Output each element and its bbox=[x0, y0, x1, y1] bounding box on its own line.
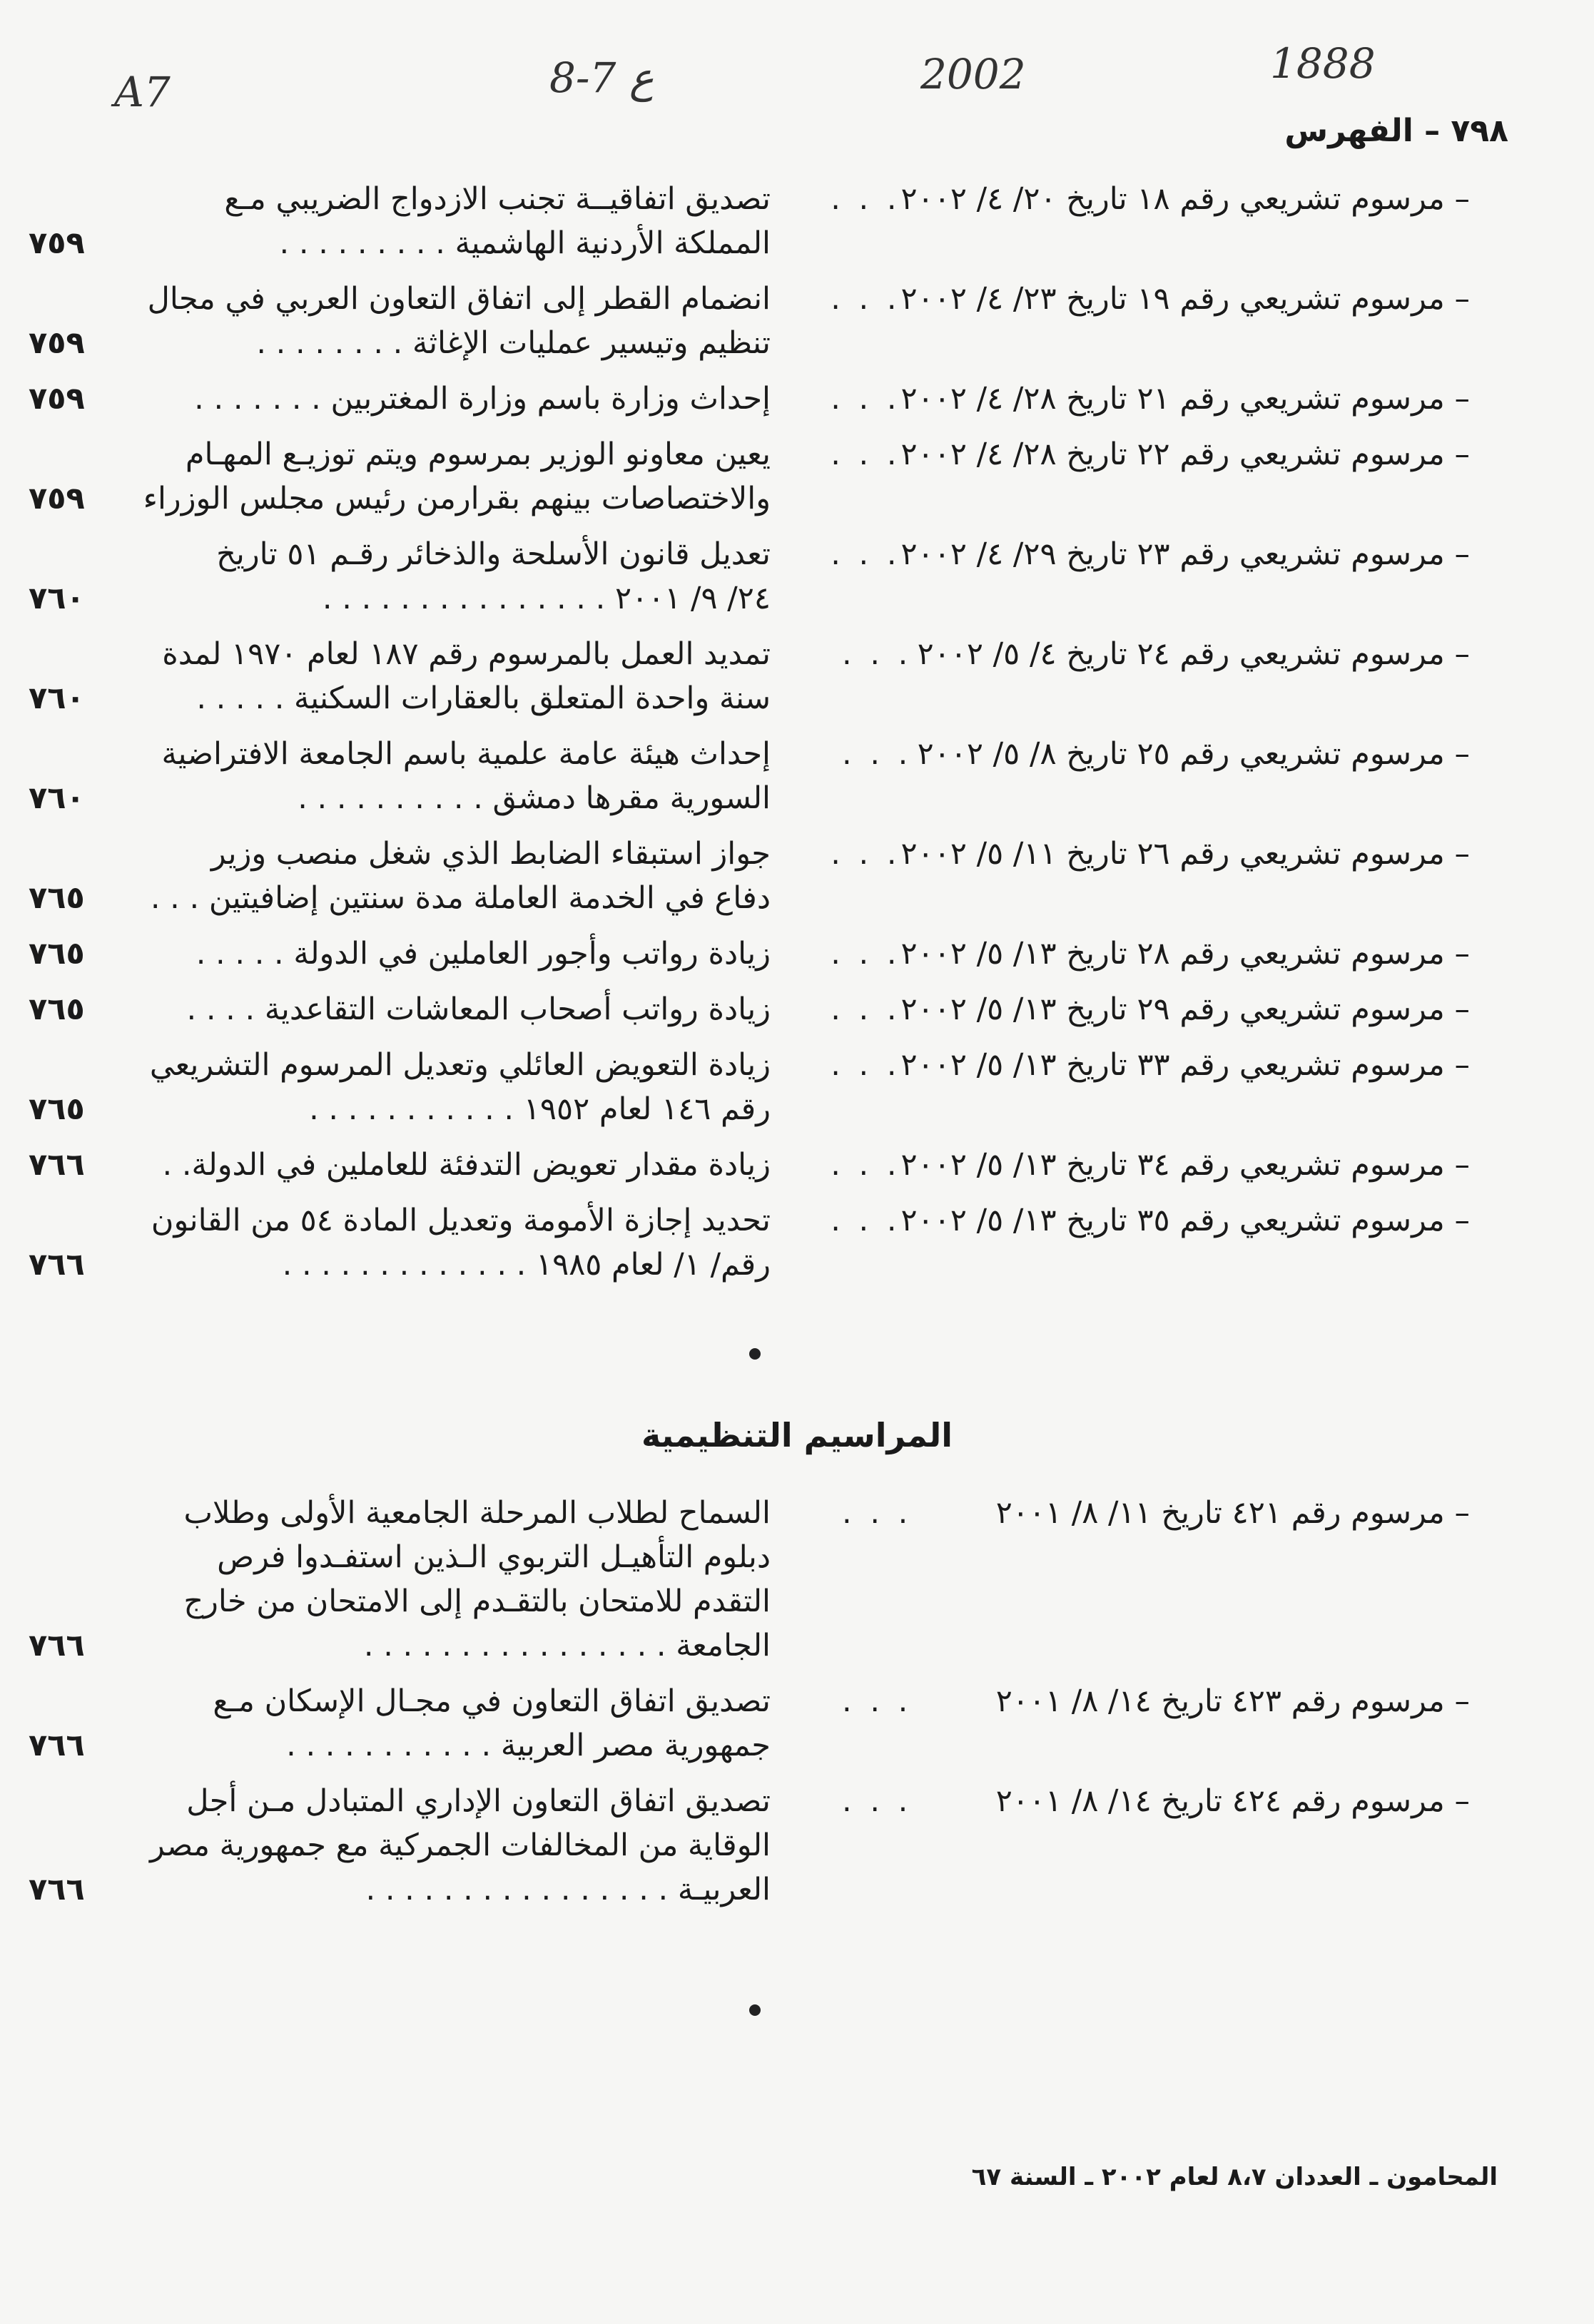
subject-line bbox=[29, 1087, 771, 1131]
subject-line bbox=[29, 432, 771, 476]
index-entry bbox=[29, 432, 1470, 521]
subject-text: رقم/ ١/ لعام ١٩٨٥ . . . . . . . . . . . . . bbox=[282, 1247, 771, 1283]
decree-text: – مرسوم تشريعي رقم ٢١ تاريخ ٢٨/ ٤/ ٢٠٠٢ bbox=[900, 381, 1470, 417]
leader-dots: . . . bbox=[831, 381, 901, 417]
subject-text: الجامعة . . . . . . . . . . . . . . . . bbox=[363, 1628, 771, 1663]
entry-subject bbox=[29, 932, 813, 976]
leader-dots: . . . bbox=[831, 1147, 901, 1183]
decree-text: – مرسوم تشريعي رقم ٢٥ تاريخ ٨/ ٥/ ٢٠٠٢ bbox=[917, 736, 1470, 772]
subject-line bbox=[29, 1779, 771, 1823]
handwritten-note-issue: 8-7 ع bbox=[549, 53, 654, 102]
entry-subject bbox=[29, 832, 813, 920]
subject-line bbox=[29, 277, 771, 321]
subject-line bbox=[29, 1243, 771, 1287]
decree-text: – مرسوم رقم ٤٢٤ تاريخ ١٤/ ٨/ ٢٠٠١ bbox=[995, 1783, 1470, 1819]
subject-text: رقم ١٤٦ لعام ١٩٥٢ . . . . . . . . . . . bbox=[309, 1091, 771, 1127]
index-entry bbox=[29, 632, 1470, 720]
decree-reference bbox=[813, 177, 1470, 265]
decree-text: – مرسوم تشريعي رقم ٣٤ تاريخ ١٣/ ٥/ ٢٠٠٢ bbox=[900, 1147, 1470, 1183]
index-entry bbox=[29, 377, 1470, 421]
subject-text: تصديق اتفاق التعاون في مجـال الإسكان مـع bbox=[213, 1683, 771, 1719]
entry-subject bbox=[29, 1043, 813, 1131]
decree-reference bbox=[813, 1779, 1470, 1912]
leader-dots: . . . bbox=[831, 281, 901, 317]
subject-line bbox=[29, 532, 771, 576]
handwritten-note-number: 1888 bbox=[1270, 39, 1376, 88]
decree-reference bbox=[813, 432, 1470, 521]
subject-line bbox=[29, 1043, 771, 1087]
subject-text: ٢٤/ ٩/ ٢٠٠١ . . . . . . . . . . . . . . . bbox=[322, 581, 771, 616]
entry-subject bbox=[29, 632, 813, 720]
index-entry bbox=[29, 932, 1470, 976]
page-number: ٧٦٥ bbox=[29, 936, 85, 972]
subject-line bbox=[29, 321, 771, 365]
entry-subject bbox=[29, 1143, 813, 1187]
index-entry bbox=[29, 1779, 1470, 1912]
leader-dots: . . . bbox=[842, 736, 913, 772]
entry-subject bbox=[29, 1491, 813, 1668]
subject-text: جمهورية مصر العربية . . . . . . . . . . . bbox=[286, 1728, 771, 1763]
entry-subject bbox=[29, 1198, 813, 1287]
subject-line bbox=[29, 1723, 771, 1768]
subject-text: يعين معاونو الوزير بمرسوم ويتم توزيـع المهـام bbox=[185, 437, 771, 472]
page-number: ٧٥٩ bbox=[29, 381, 85, 417]
page-number: ٧٦٠ bbox=[29, 780, 85, 816]
decree-reference bbox=[813, 987, 1470, 1031]
subject-text: التقدم للامتحان بالتقـدم إلى الامتحان من خارج bbox=[183, 1584, 771, 1619]
subject-text: تعديل قانون الأسلحة والذخائر رقـم ٥١ تاريخ bbox=[216, 536, 771, 572]
subject-line bbox=[29, 932, 771, 976]
entry-subject bbox=[29, 277, 813, 365]
page-number: ٧٥٩ bbox=[29, 225, 85, 261]
section-bullet bbox=[749, 1348, 761, 1360]
leader-dots: . . . bbox=[842, 1495, 913, 1531]
subject-line bbox=[29, 732, 771, 776]
decree-reference bbox=[813, 1679, 1470, 1768]
index-entry bbox=[29, 1043, 1470, 1131]
page-number: ٧٥٩ bbox=[29, 481, 85, 516]
legislative-decrees-list bbox=[29, 177, 1470, 1298]
section-bullet bbox=[749, 2004, 761, 2016]
decree-text: – مرسوم تشريعي رقم ٢٩ تاريخ ١٣/ ٥/ ٢٠٠٢ bbox=[900, 992, 1470, 1027]
decree-text: – مرسوم تشريعي رقم ١٨ تاريخ ٢٠/ ٤/ ٢٠٠٢ bbox=[900, 181, 1470, 217]
decree-reference bbox=[813, 1491, 1470, 1668]
entry-subject bbox=[29, 1679, 813, 1768]
subject-line bbox=[29, 177, 771, 221]
leader-dots: . . . bbox=[842, 1783, 913, 1819]
subject-text: زيادة مقدار تعويض التدفئة للعاملين في الدولة. . bbox=[162, 1147, 771, 1183]
regulatory-decrees-list bbox=[29, 1491, 1470, 1923]
subject-text: تحديد إجازة الأمومة وتعديل المادة ٥٤ من القانون bbox=[151, 1203, 771, 1238]
page-number: ٧٦٦ bbox=[29, 1728, 85, 1763]
page-number: ٧٦٦ bbox=[29, 1247, 85, 1283]
subject-text: تصديق اتفاقيــة تجنب الازدواج الضريبي مـع bbox=[224, 181, 771, 217]
index-entry bbox=[29, 532, 1470, 621]
subject-line bbox=[29, 377, 771, 421]
entry-subject bbox=[29, 177, 813, 265]
leader-dots: . . . bbox=[842, 636, 913, 672]
subject-line bbox=[29, 1679, 771, 1723]
subject-text: دفاع في الخدمة العاملة مدة سنتين إضافيتين . . . bbox=[150, 880, 771, 916]
leader-dots: . . . bbox=[831, 1203, 901, 1238]
leader-dots: . . . bbox=[842, 1683, 913, 1719]
page-number: ٧٦٦ bbox=[29, 1872, 85, 1907]
handwritten-note-year: 2002 bbox=[920, 50, 1026, 98]
index-entry bbox=[29, 1143, 1470, 1187]
subject-text: زيادة رواتب أصحاب المعاشات التقاعدية . . . . bbox=[186, 992, 771, 1027]
index-entry bbox=[29, 1491, 1470, 1668]
decree-text: – مرسوم تشريعي رقم ١٩ تاريخ ٢٣/ ٤/ ٢٠٠٢ bbox=[900, 281, 1470, 317]
index-entry bbox=[29, 177, 1470, 265]
decree-text: – مرسوم تشريعي رقم ٢٤ تاريخ ٤/ ٥/ ٢٠٠٢ bbox=[917, 636, 1470, 672]
subject-line bbox=[29, 1579, 771, 1624]
decree-text: – مرسوم تشريعي رقم ٣٥ تاريخ ١٣/ ٥/ ٢٠٠٢ bbox=[900, 1203, 1470, 1238]
page-number: ٧٦٦ bbox=[29, 1147, 85, 1183]
subject-text: إحداث هيئة عامة علمية باسم الجامعة الافتراضية bbox=[161, 736, 771, 772]
page-number: ٧٦٠ bbox=[29, 581, 85, 616]
subject-line bbox=[29, 221, 771, 265]
decree-text: – مرسوم تشريعي رقم ٢٦ تاريخ ١١/ ٥/ ٢٠٠٢ bbox=[900, 836, 1470, 872]
decree-reference bbox=[813, 532, 1470, 621]
subject-line bbox=[29, 1535, 771, 1579]
decree-reference bbox=[813, 632, 1470, 720]
entry-subject bbox=[29, 987, 813, 1031]
subject-line bbox=[29, 576, 771, 621]
subject-line bbox=[29, 987, 771, 1031]
subject-text: دبلوم التأهيـل التربوي الـذين استفـدوا فرص bbox=[217, 1539, 771, 1575]
decree-reference bbox=[813, 832, 1470, 920]
subject-line bbox=[29, 1143, 771, 1187]
decree-reference bbox=[813, 732, 1470, 820]
decree-text: – مرسوم تشريعي رقم ٣٣ تاريخ ١٣/ ٥/ ٢٠٠٢ bbox=[900, 1047, 1470, 1083]
subject-text: زيادة رواتب وأجور العاملين في الدولة . . . . . bbox=[196, 936, 771, 972]
decree-text: – مرسوم رقم ٤٢١ تاريخ ١١/ ٨/ ٢٠٠١ bbox=[995, 1495, 1470, 1531]
subject-text: تنظيم وتيسير عمليات الإغاثة . . . . . . . . bbox=[256, 325, 771, 361]
index-entry bbox=[29, 832, 1470, 920]
running-head: ٧٩٨ – الفهرس bbox=[1284, 113, 1508, 149]
subject-line bbox=[29, 1867, 771, 1912]
page-number: ٧٦٥ bbox=[29, 1091, 85, 1127]
index-entry bbox=[29, 277, 1470, 365]
leader-dots: . . . bbox=[831, 836, 901, 872]
leader-dots: . . . bbox=[831, 936, 901, 972]
page-number: ٧٥٩ bbox=[29, 325, 85, 361]
decree-reference bbox=[813, 377, 1470, 421]
subject-text: السورية مقرها دمشق . . . . . . . . . . bbox=[298, 780, 771, 816]
subject-text: سنة واحدة المتعلق بالعقارات السكنية . . . . . bbox=[196, 681, 771, 716]
page-number: ٧٦٥ bbox=[29, 992, 85, 1027]
page-number: ٧٦٠ bbox=[29, 681, 85, 716]
entry-subject bbox=[29, 377, 813, 421]
leader-dots: . . . bbox=[831, 992, 901, 1027]
index-entry bbox=[29, 987, 1470, 1031]
leader-dots: . . . bbox=[831, 181, 901, 217]
index-entry bbox=[29, 1198, 1470, 1287]
index-entry bbox=[29, 1679, 1470, 1768]
subject-text: إحداث وزارة باسم وزارة المغتربين . . . . . . . bbox=[194, 381, 771, 417]
subject-line bbox=[29, 776, 771, 820]
leader-dots: . . . bbox=[831, 1047, 901, 1083]
subject-text: المملكة الأردنية الهاشمية . . . . . . . . . bbox=[279, 225, 771, 261]
decree-text: – مرسوم تشريعي رقم ٢٢ تاريخ ٢٨/ ٤/ ٢٠٠٢ bbox=[900, 437, 1470, 472]
subject-text: والاختصاصات بينهم بقرارمن رئيس مجلس الوزراء bbox=[143, 481, 771, 516]
subject-line bbox=[29, 1624, 771, 1668]
subject-text: جواز استبقاء الضابط الذي شغل منصب وزير bbox=[210, 836, 771, 872]
page-number: ٧٦٦ bbox=[29, 1628, 85, 1663]
leader-dots: . . . bbox=[831, 536, 901, 572]
subject-line bbox=[29, 632, 771, 676]
entry-subject bbox=[29, 1779, 813, 1912]
section-heading: المراسيم التنظيمية bbox=[641, 1416, 953, 1454]
handwritten-note-a7: A7 bbox=[114, 68, 171, 116]
leader-dots: . . . bbox=[831, 437, 901, 472]
entry-subject bbox=[29, 732, 813, 820]
subject-text: تصديق اتفاق التعاون الإداري المتبادل مـن أجل bbox=[186, 1783, 771, 1819]
subject-text: تمديد العمل بالمرسوم رقم ١٨٧ لعام ١٩٧٠ لمدة bbox=[162, 636, 771, 672]
page-footer: المحامون ـ العددان ٨،٧ لعام ٢٠٠٢ ـ السنة ٦٧ bbox=[971, 2163, 1498, 2191]
subject-text: الوقاية من المخالفات الجمركية مع جمهورية مصر bbox=[149, 1828, 771, 1863]
subject-line bbox=[29, 1198, 771, 1243]
subject-line bbox=[29, 832, 771, 876]
subject-text: السماح لطلاب المرحلة الجامعية الأولى وطلاب bbox=[183, 1495, 771, 1531]
decree-text: – مرسوم تشريعي رقم ٢٣ تاريخ ٢٩/ ٤/ ٢٠٠٢ bbox=[900, 536, 1470, 572]
decree-text: – مرسوم رقم ٤٢٣ تاريخ ١٤/ ٨/ ٢٠٠١ bbox=[995, 1683, 1470, 1719]
subject-text: انضمام القطر إلى اتفاق التعاون العربي في مجال bbox=[147, 281, 771, 317]
subject-line bbox=[29, 876, 771, 920]
decree-reference bbox=[813, 277, 1470, 365]
index-entry bbox=[29, 732, 1470, 820]
decree-reference bbox=[813, 1143, 1470, 1187]
decree-text: – مرسوم تشريعي رقم ٢٨ تاريخ ١٣/ ٥/ ٢٠٠٢ bbox=[900, 936, 1470, 972]
page-number: ٧٦٥ bbox=[29, 880, 85, 916]
decree-reference bbox=[813, 932, 1470, 976]
entry-subject bbox=[29, 432, 813, 521]
subject-text: زيادة التعويض العائلي وتعديل المرسوم التشريعي bbox=[149, 1047, 771, 1083]
subject-text: العربيـة . . . . . . . . . . . . . . . . bbox=[365, 1872, 771, 1907]
decree-reference bbox=[813, 1043, 1470, 1131]
subject-line bbox=[29, 676, 771, 720]
subject-line bbox=[29, 1823, 771, 1867]
subject-line bbox=[29, 476, 771, 521]
entry-subject bbox=[29, 532, 813, 621]
decree-reference bbox=[813, 1198, 1470, 1287]
subject-line bbox=[29, 1491, 771, 1535]
